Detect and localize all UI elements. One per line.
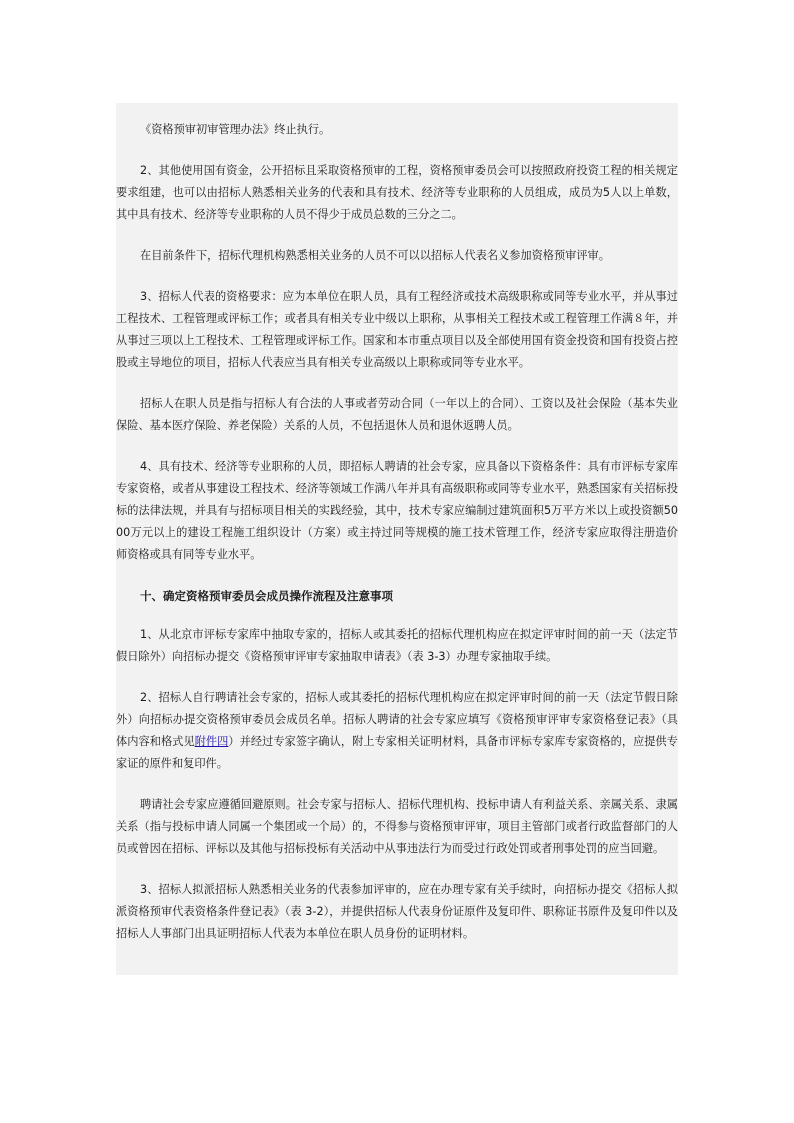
paragraph-step-2-text-a: 2、招标人自行聘请社会专家的，招标人或其委托的招标代理机构应在拟定评审时间的前一天（法定节假日除外）向招标办提交资格预审委员会成员名单。招标人聘请的社会专家应填写《资格预审评审专家资格登记表》（具体内容和格式见 [116, 691, 678, 748]
paragraph-item-4: 4、具有技术、经济等专业职称的人员，即招标人聘请的社会专家，应具备以下资格条件：具有市评标专家库专家资格，或者从事建设工程技术、经济等领域工作满八年并具有高级职称或同等专业水平，熟悉国家有关招标投标的法律法规，并具有与招标项目相关的实践经验，其中，技术专家应编制过建筑面积5万平方米以上或投资额5000万元以上的建设工程施工组织设计（方案）或主持过同等规模的施工技术管理工作，经济专家应取得注册造价师资格或具有同等专业水平。 [116, 460, 678, 561]
paragraph-item-2: 2、其他使用国有资金，公开招标且采取资格预审的工程，资格预审委员会可以按照政府投资工程的相关规定要求组建，也可以由招标人熟悉相关业务的代表和具有技术、经济等专业职称的人员组成，成员为5人以上单数，其中具有技术、经济等专业职称的人员不得少于成员总数的三分之二。 [116, 164, 678, 221]
section-heading: 十、确定资格预审委员会成员操作流程及注意事项 [140, 589, 393, 603]
paragraph-agency-restriction: 在目前条件下，招标代理机构熟悉相关业务的人员不可以以招标人代表名义参加资格预审评审。 [140, 249, 610, 262]
paragraph-staff-definition: 招标人在职人员是指与招标人有合法的人事或者劳动合同（一年以上的合同）、工资以及社会保险（基本失业保险、基本医疗保险、养老保险）关系的人员，不包括退休人员和退休返聘人员。 [116, 397, 678, 432]
paragraph-termination: 《资格预审初审管理办法》终止执行。 [140, 123, 331, 136]
paragraph-step-1: 1、从北京市评标专家库中抽取专家的，招标人或其委托的招标代理机构应在拟定评审时间的前一天（法定节假日除外）向招标办提交《资格预审评审专家抽取申请表》（表 3-3）办理专家抽取手续。 [116, 628, 678, 663]
paragraph-step-2 [116, 687, 678, 775]
paragraph-step-3: 3、招标人拟派招标人熟悉相关业务的代表参加评审的，应在办理专家有关手续时，向招标办提交《招标人拟派资格预审代表资格条件登记表》（表 3-2），并提供招标人代表身份证原件及复印件、职称证书原件及复印件以及招标人人事部门出具证明招标人代表为本单位在职人员身份的证明材料。 [116, 883, 678, 940]
document-content [116, 103, 678, 975]
paragraph-step-2-text-b: ）并经过专家签字确认，附上专家相关证明材料，具备市评标专家库专家资格的，应提供专家证的原件和复印件。 [116, 735, 678, 770]
paragraph-avoidance-rule: 聘请社会专家应遵循回避原则。社会专家与招标人、招标代理机构、投标申请人有利益关系、亲属关系、隶属关系（指与投标申请人同属一个集团或一个局）的，不得参与资格预审评审，项目主管部门或者行政监督部门的人员或曾因在招标、评标以及其他与招标投标有关活动中从事违法行为而受过行政处罚或者刑事处罚的应当回避。 [116, 798, 678, 855]
appendix-4-link[interactable]: 附件四 [194, 735, 229, 748]
paragraph-item-3: 3、招标人代表的资格要求：应为本单位在职人员，具有工程经济或技术高级职称或同等专业水平，并从事过工程技术、工程管理或评标工作；或者具有相关专业中级以上职称，从事相关工程技术或工程管理工作满８年，并从事过三项以上工程技术、工程管理或评标工作。国家和本市重点项目以及全部使用国有资金投资和国有投资占控股或主导地位的项目，招标人代表应当具有相关专业高级以上职称或同等专业水平。 [116, 290, 678, 369]
